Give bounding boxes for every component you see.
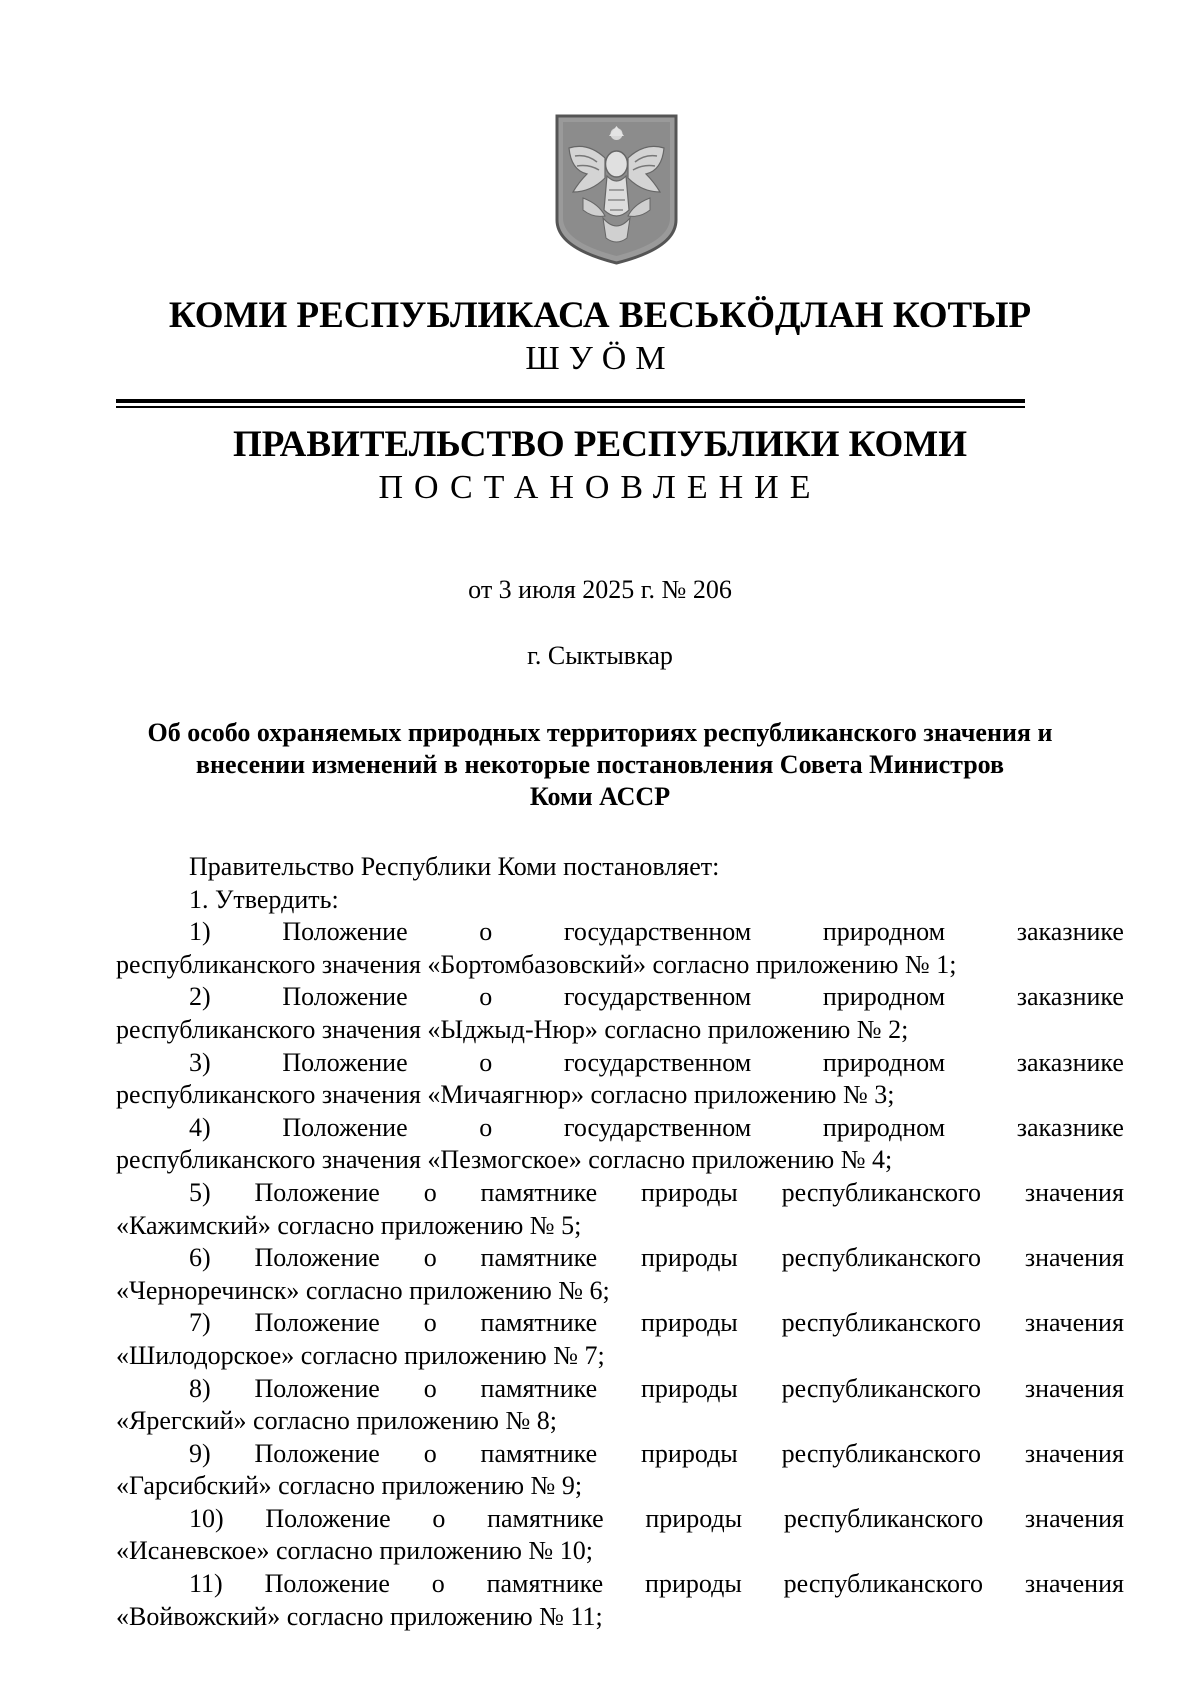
list-item-word: о: [479, 982, 493, 1012]
list-item-word: о: [423, 1438, 437, 1468]
list-item-number: 3): [189, 1047, 211, 1077]
list-item: [116, 1438, 1124, 1503]
list-item-number: 8): [189, 1373, 211, 1403]
list-item-word: Положение: [282, 982, 408, 1012]
list-item-second-line: республиканского значения «Мичаягнюр» согласно приложению № 3;: [116, 1080, 895, 1110]
list-item-word: государственном: [563, 982, 752, 1012]
list-item-word: Положение: [254, 1177, 380, 1207]
list-item-second-line: «Черноречинск» согласно приложению № 6;: [116, 1275, 610, 1305]
list-item-number: 5): [189, 1177, 211, 1207]
list-item-word: значения: [1024, 1503, 1124, 1533]
list-item-word: значения: [1024, 1308, 1124, 1338]
list-item: [116, 1242, 1124, 1307]
list-item-word: природы: [641, 1243, 738, 1273]
list-item-word: о: [479, 917, 493, 947]
list-item-word: природы: [645, 1503, 743, 1533]
document-title: [0, 717, 1200, 813]
list-item-word: о: [431, 1569, 445, 1599]
list-item-first-line: [116, 1373, 1124, 1406]
list-item-number: 7): [189, 1308, 211, 1338]
komi-resolution-word: ШУӦМ: [525, 340, 675, 377]
list-item-second-line: «Кажимский» согласно приложению № 5;: [116, 1210, 582, 1240]
list-item-word: республиканского: [781, 1373, 981, 1403]
list-item-word: заказнике: [1016, 1112, 1124, 1142]
list-item-word: природы: [641, 1438, 738, 1468]
list-item-word: республиканского: [781, 1438, 981, 1468]
list-item-first-line: [116, 1047, 1124, 1080]
list-item-word: Положение: [282, 917, 408, 947]
list-item-second-line: республиканского значения «Ыджыд-Нюр» согласно приложению № 2;: [116, 1014, 909, 1044]
list-item-word: государственном: [563, 1047, 752, 1077]
list-item-word: республиканского: [781, 1308, 981, 1338]
list-item-word: заказнике: [1016, 982, 1124, 1012]
list-item-word: Положение: [282, 1112, 408, 1142]
document-title-line: внесении изменений в некоторые постановления Совета Министров: [195, 750, 1005, 779]
list-item-number: 1): [189, 917, 211, 947]
list-item-word: Положение: [264, 1569, 390, 1599]
list-item-word: памятнике: [487, 1503, 604, 1533]
list-item: [116, 1047, 1124, 1112]
list-item: [116, 1503, 1124, 1568]
list-item: [116, 1373, 1124, 1438]
list-item-word: памятнике: [480, 1373, 598, 1403]
list-item-word: Положение: [254, 1243, 380, 1273]
list-item-second-line: республиканского значения «Бортомбазовский» согласно приложению № 1;: [116, 949, 957, 979]
list-item-word: памятнике: [486, 1569, 604, 1599]
list-item-word: Положение: [254, 1438, 380, 1468]
list-item-word: природном: [822, 982, 946, 1012]
list-item-second-line: «Гарсибский» согласно приложению № 9;: [116, 1471, 583, 1501]
list-item-second-line: «Шилодорское» согласно приложению № 7;: [116, 1340, 605, 1370]
list-item-word: республиканского: [781, 1177, 981, 1207]
approval-items-list: [116, 916, 1124, 1633]
preamble: Правительство Республики Коми постановляет:: [189, 852, 720, 881]
list-item-word: республиканского: [783, 1503, 984, 1533]
list-item: [116, 981, 1124, 1046]
list-item-word: Положение: [265, 1503, 391, 1533]
list-item-word: памятнике: [480, 1438, 598, 1468]
list-item-word: о: [479, 1112, 493, 1142]
list-item-first-line: [116, 981, 1124, 1014]
list-item-word: республиканского: [781, 1243, 981, 1273]
document-body: [116, 851, 1124, 1633]
list-item-first-line: [116, 1438, 1124, 1471]
list-item-word: о: [432, 1503, 446, 1533]
list-item-word: памятнике: [480, 1177, 598, 1207]
document-title-line: Коми АССР: [529, 782, 671, 811]
list-item-number: 11): [189, 1569, 223, 1599]
list-item: [116, 1112, 1124, 1177]
list-item-word: Положение: [282, 1047, 408, 1077]
list-item: [116, 1568, 1124, 1633]
city: г. Сыктывкар: [527, 641, 673, 670]
date-and-number: от 3 июля 2025 г. № 206: [468, 575, 732, 604]
list-item-word: памятнике: [480, 1308, 598, 1338]
list-item-first-line: [116, 1568, 1124, 1601]
list-item-number: 4): [189, 1112, 211, 1142]
list-item: [116, 1177, 1124, 1242]
list-item-second-line: «Войвожский» согласно приложению № 11;: [116, 1601, 603, 1631]
list-item-word: о: [423, 1243, 437, 1273]
list-item-second-line: «Ярегский» согласно приложению № 8;: [116, 1406, 557, 1436]
list-item-word: природном: [822, 1112, 946, 1142]
list-item-word: природы: [641, 1373, 738, 1403]
list-item-first-line: [116, 1307, 1124, 1340]
document-title-line: Об особо охраняемых природных территориях республиканского значения и: [147, 718, 1053, 747]
list-item-word: заказнике: [1016, 917, 1124, 947]
komi-coat-of-arms-icon: [553, 112, 680, 266]
clause-1: 1. Утвердить:: [189, 884, 339, 914]
list-item-word: природном: [822, 1047, 946, 1077]
list-item-word: о: [423, 1373, 437, 1403]
list-item-word: республиканского: [783, 1569, 984, 1599]
list-item-word: природы: [641, 1308, 738, 1338]
list-item-word: Положение: [254, 1308, 380, 1338]
list-item-word: о: [479, 1047, 493, 1077]
government-title: ПРАВИТЕЛЬСТВО РЕСПУБЛИКИ КОМИ: [233, 424, 967, 465]
list-item-word: Положение: [254, 1373, 380, 1403]
header-divider-thin: [116, 406, 1025, 408]
list-item-first-line: [116, 916, 1124, 949]
list-item-word: государственном: [563, 1112, 752, 1142]
list-item-second-line: республиканского значения «Пезмогское» согласно приложению № 4;: [116, 1145, 893, 1175]
list-item-first-line: [116, 1503, 1124, 1536]
resolution-word: ПОСТАНОВЛЕНИЕ: [378, 469, 822, 506]
list-item-word: природном: [822, 917, 946, 947]
list-item: [116, 1307, 1124, 1372]
list-item-word: значения: [1024, 1243, 1124, 1273]
list-item-word: значения: [1024, 1569, 1124, 1599]
list-item-word: природы: [641, 1177, 738, 1207]
list-item-word: памятнике: [480, 1243, 598, 1273]
list-item-word: значения: [1024, 1373, 1124, 1403]
list-item-first-line: [116, 1177, 1124, 1210]
list-item-second-line: «Исаневское» согласно приложению № 10;: [116, 1536, 593, 1566]
komi-government-title: КОМИ РЕСПУБЛИКАСА ВЕСЬКӦДЛАН КОТЫР: [168, 295, 1032, 336]
list-item-number: 6): [189, 1243, 211, 1273]
list-item: [116, 916, 1124, 981]
header-divider-thick: [116, 399, 1025, 403]
list-item-number: 10): [189, 1503, 224, 1533]
list-item-word: государственном: [563, 917, 752, 947]
list-item-word: природы: [645, 1569, 742, 1599]
list-item-first-line: [116, 1112, 1124, 1145]
list-item-number: 2): [189, 982, 211, 1012]
list-item-word: значения: [1024, 1177, 1124, 1207]
list-item-word: о: [423, 1177, 437, 1207]
list-item-number: 9): [189, 1438, 211, 1468]
list-item-word: значения: [1024, 1438, 1124, 1468]
list-item-first-line: [116, 1242, 1124, 1275]
list-item-word: заказнике: [1016, 1047, 1124, 1077]
list-item-word: о: [423, 1308, 437, 1338]
